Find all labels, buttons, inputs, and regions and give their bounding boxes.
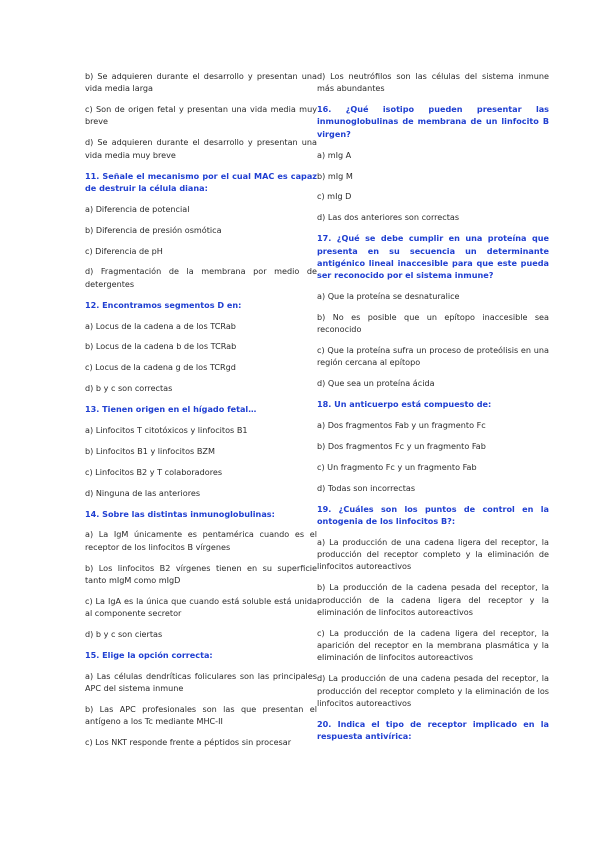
answer-option: b) No es posible que un epítopo inaccesible sea reconocido (317, 311, 549, 335)
answer-option: a) La producción de una cadena ligera del receptor, la producción del receptor completo y la eliminación de linfocitos autoreactivos (317, 536, 549, 572)
question-text: 15. Elige la opción correcta: (85, 649, 213, 660)
answer-option: c) Locus de la cadena g de los TCRgd (85, 362, 236, 373)
answer-option: b) Linfocitos B1 y linfocitos BZM (85, 445, 215, 456)
answer-option: c) Linfocitos B2 y T colaboradores (85, 466, 223, 477)
answer-option: b) Se adquieren durante el desarrollo y presentan una vida media larga (85, 71, 317, 94)
answer-option: d) Se adquieren durante el desarrollo y presentan una vida media muy breve (85, 137, 317, 160)
answer-option: a) Que la proteína se desnaturalice (317, 291, 460, 302)
answer-option: d) Ninguna de las anteriores (85, 487, 201, 498)
question-text: 20. Indica el tipo de receptor implicado en la respuesta antivírica: (317, 718, 549, 742)
answer-option: c) Los NKT responde frente a péptidos sin procesar (85, 737, 292, 748)
answer-option: c) La producción de la cadena ligera del receptor, la aparición del receptor en la membrana plasmática y la eliminación de linfocitos autoreactivos (317, 627, 549, 663)
answer-option: d) Que sea un proteína ácida (317, 378, 435, 389)
answer-option: b) mIg M (317, 170, 353, 181)
question-text: 13. Tienen origen en el hígado fetal… (85, 404, 257, 415)
answer-option: d) La producción de una cadena pesada del receptor, la producción del receptor completo y la eliminación de los linfocitos autoreactivos (317, 673, 549, 708)
answer-option: a) Locus de la cadena a de los TCRab (85, 320, 236, 331)
answer-option: b) Locus de la cadena b de los TCRab (85, 341, 237, 352)
answer-option: d) b y c son ciertas (85, 628, 163, 639)
answer-option: b) La producción de la cadena pesada del receptor, la producción de la cadena ligera del receptor y la eliminación de linfocitos autoreactivos (317, 582, 549, 617)
answer-option: d) b y c son correctas (85, 383, 173, 394)
answer-option: c) Diferencia de pH (85, 245, 163, 256)
question-text: 17. ¿Qué se debe cumplir en una proteína que presenta en su secuencia un determinante antigénico lineal inaccesible para que este pueda ser reconocido por el sistema inmune? (317, 233, 549, 281)
answer-option: a) Linfocitos T citotóxicos y linfocitos B1 (85, 424, 248, 435)
question-text: 14. Sobre las distintas inmunoglobulinas: (85, 508, 275, 519)
answer-option: c) mIg D (317, 191, 352, 202)
answer-option: c) La IgA es la única que cuando está soluble está unida al componente secretor (85, 595, 317, 619)
answer-option: c) Son de origen fetal y presentan una vida media muy breve (85, 104, 317, 127)
question-text: 19. ¿Cuáles son los puntos de control en la ontogenia de los linfocitos B?: (317, 503, 549, 526)
answer-option: d) Fragmentación de la membrana por medio de detergentes (85, 266, 317, 289)
answer-option: c) Que la proteína sufra un proceso de proteólisis en una región cercana al epítopo (317, 345, 549, 368)
left-column (85, 70, 317, 757)
answer-option: a) mIg A (317, 149, 352, 160)
question-text: 18. Un anticuerpo está compuesto de: (317, 399, 492, 410)
question-text: 16. ¿Qué isotipo pueden presentar las inmunoglobulinas de membrana de un linfocito B virgen? (317, 104, 549, 139)
answer-option: d) Todas son incorrectas (317, 482, 416, 493)
answer-option: d) Las dos anteriores son correctas (317, 212, 460, 223)
answer-option: b) Los linfocitos B2 vírgenes tienen en su superficie tanto mIgM como mIgD (85, 562, 317, 585)
answer-option: b) Dos fragmentos Fc y un fragmento Fab (317, 440, 486, 451)
question-text: 11. Señale el mecanismo por el cual MAC es capaz de destruir la célula diana: (85, 170, 317, 193)
answer-option: a) Dos fragmentos Fab y un fragmento Fc (317, 420, 486, 431)
right-column (317, 70, 549, 751)
answer-option: a) La IgM únicamente es pentamérica cuando es el receptor de los linfocitos B vírgenes (85, 529, 317, 552)
question-text: 12. Encontramos segmentos D en: (85, 299, 242, 310)
answer-option: c) Un fragmento Fc y un fragmento Fab (317, 461, 477, 472)
answer-option: d) Los neutrófilos son las células del sistema inmune más abundantes (317, 71, 549, 94)
answer-option: a) Diferencia de potencial (85, 203, 190, 214)
answer-option: a) Las células dendríticas foliculares son las principales APC del sistema inmune (85, 670, 317, 694)
answer-option: b) Diferencia de presión osmótica (85, 224, 222, 235)
answer-option: b) Las APC profesionales son las que presentan el antígeno a los Tc mediante MHC-II (85, 703, 317, 727)
